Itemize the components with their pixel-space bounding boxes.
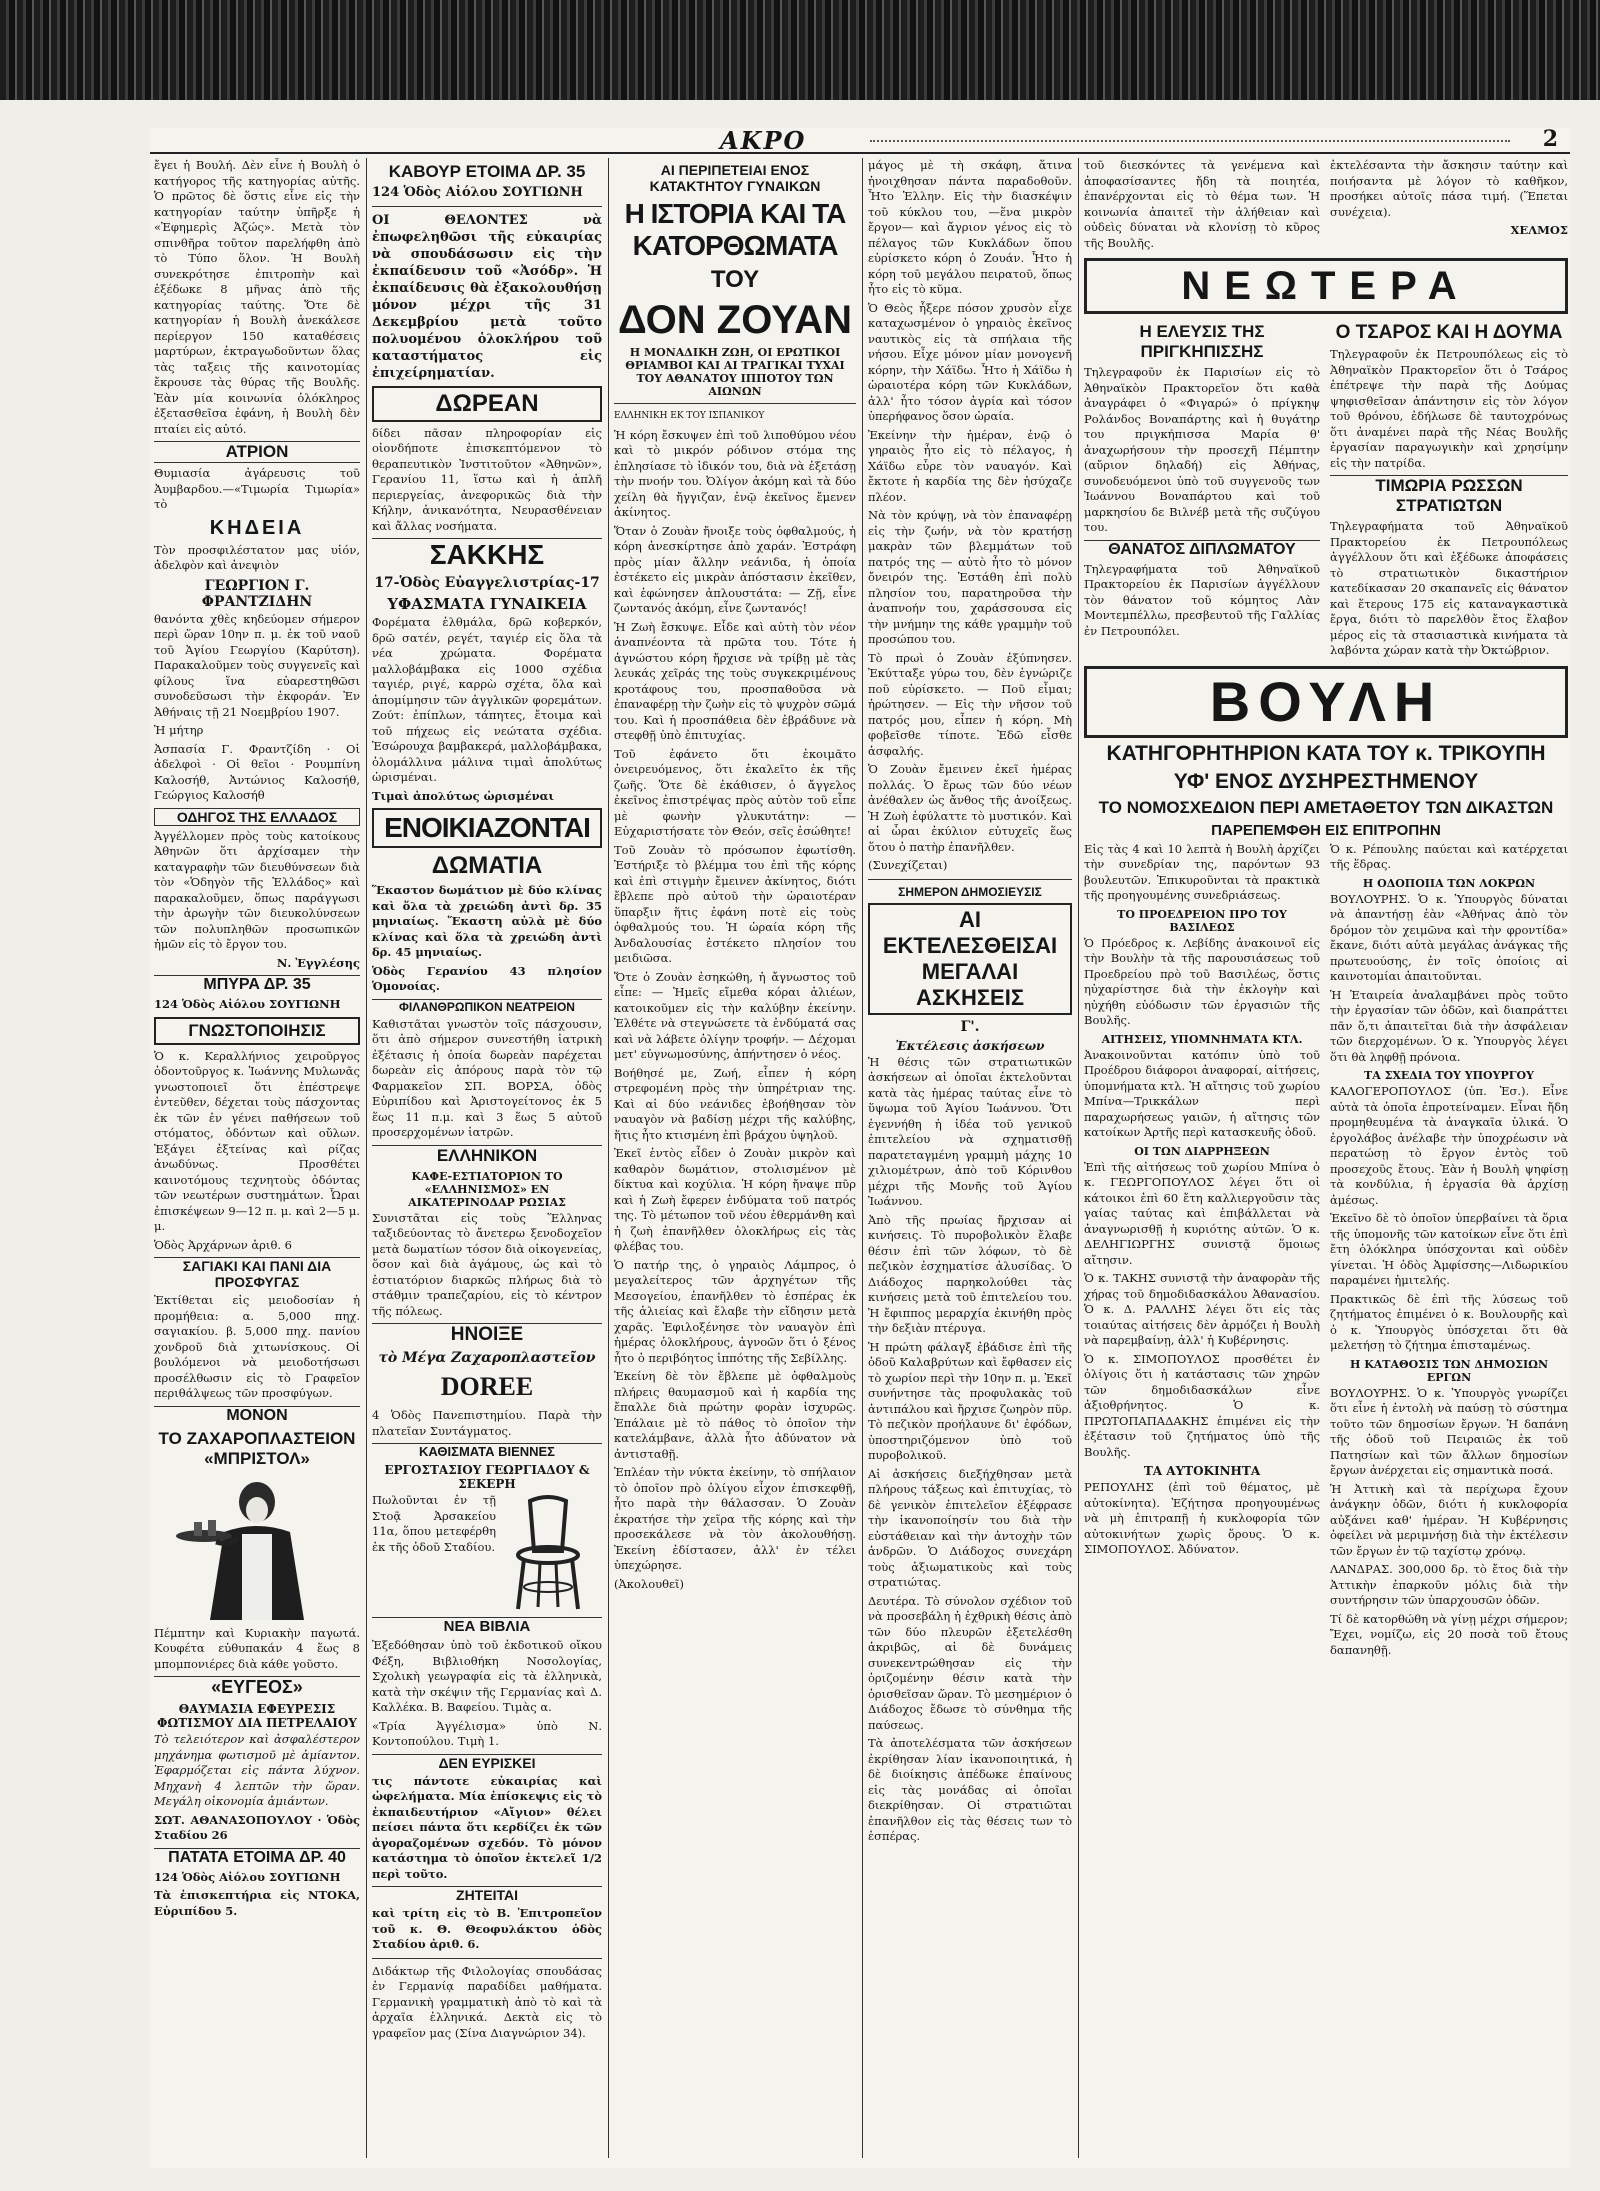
den-text: τις πάντοτε εὐκαιρίας καὶ ὠφελήματα. Μία ἐπίσκεψις εἰς τὸ ἐκπαιδευτήριον «Αἴγιον» θέλει πείσει πάντα ὅτι κερδίζει ἐκ τῶν ἀγοραζομένων σχεδόν. Τὸ μόνον κατάστημα τὸ ὁποῖον ἐκτελεῖ 1/2 περὶ τοῦτο. <box>372 1773 602 1881</box>
kideia-mother: Ἡ μήτηρ <box>154 723 204 737</box>
donzouan-continued: (Ἀκολουθεῖ) <box>614 1576 684 1591</box>
kathismata-heading: ΚΑΘΙΣΜΑΤΑ ΒΙΕΝΝΕΣ <box>372 1443 602 1459</box>
vouli-subheading-3: ΤΟ ΝΟΜΟΣΧΕΔΙΟΝ ΠΕΡΙ ΑΜΕΤΑΘΕΤΟΥ ΤΩΝ ΔΙΚΑΣΤΩΝ <box>1098 797 1554 817</box>
askiseis-paragraph: Αἱ ἀσκήσεις διεξήχθησαν μετὰ πλήρους τάξεως καὶ ἐπιτυχίας, τὸ δὲ γενικὸν ἐπιτελεῖον ἐξέφρασε τὴν ἱκανοποίησίν του διὰ τὴν εὐστάθειαν καὶ τὴν ἀντοχὴν τῶν ἀνδρῶν. Ὁ Διάδοχος συνεχάρη τοὺς ἀξιωματικοὺς καὶ τοὺς στρατιώτας. <box>868 1466 1072 1589</box>
story-paragraph: Ὁ Θεὸς ἦξερε πόσον χρυσὸν εἶχε καταχωσμένον ὁ γηραιὸς ἐκεῖνος ναυτικὸς εἰς τὰ σπήλαια τῆς νήσου. Εἶχε μόνον μίαν μονογενῆ κόρην, τὴν Χάϊδω. Ἦτο ἡ Χάϊδω ἡ ὡραιοτέρα κόρη τῶν Κυκλάδων, ἀλλ' ἦτο τόσον ἀγρία καὶ τόσον ὑπερήφανος ὅσον ὡραία. <box>868 300 1072 423</box>
dorean-text: δίδει πᾶσαν πληροφορίαν εἰς οἰονδήποτε ἐπισκεπτόμενον τὸ θεραπευτικὸν Ἰνστιτοῦτον «Ἀθηνῶν», Γερανίου 11, ἵστω καὶ ἡ ἀπλῆ περιεργείας, ἀνεφορικῶς διὰ τὴν Κήλην, ἀνικανότητα, Νευρασθένειαν καὶ ἄλλας νοσήματα. <box>372 425 602 533</box>
ntoka-notice: Τὰ ἐπισκεπτήρια εἰς ΝΤΟΚΑ, Εὐριπίδου 5. <box>154 1888 360 1918</box>
tsaros-heading: Ο ΤΣΑΡΟΣ ΚΑΙ Η ΔΟΥΜΑ <box>1335 322 1563 343</box>
vouli-paragraph: ΛΑΝΔΡΑΣ. 300,000 δρ. τὸ ἔτος διὰ τὴν Ἀττικὴν ἐπαρκοῦν μόλις διὰ τὴν συντήρησιν τῶν ὑπαρχουσῶν ὁδῶν. <box>1330 1562 1568 1607</box>
divider <box>868 879 1072 880</box>
sakkis-heading: ΣΑΚΚΗΣ <box>372 538 602 571</box>
sakkis-address: 17-Ὁδὸς Εὐαγγελιστρίας-17 <box>374 575 600 591</box>
kideia-text: θανόντα χθὲς κηδεύομεν σήμερον περὶ ὥραν 10ην π. μ. ἐκ τοῦ ναοῦ τοῦ Ἁγίου Γεωργίου (Καρύτση). Παρακαλοῦμεν τοὺς συγγενεῖς καὶ φίλους ἵνα εὐαρεστηθῶσι συνοδεῦσωσι τὴν ἐκφοράν. Ἐν Ἀθήναις τῇ 21 Νοεμβρίου 1907. <box>154 611 360 719</box>
sakkis-text: Φορέματα ἐλθμάλα, δρῶ κοβερκόν, δρῶ σατέν, ρεγέτ, ταγιέρ εἰς ὅλα τὰ νέα χρώματα. Φορέματα μαλλοβάμβακα εἰς 1000 σχέδια ταγιέρ, ριγέ, καρρὼ σχέτα, ὅλα καὶ ἀπομίμησιν τῶν ἀγγλικῶν φορεμάτων. Ζούτ: ἐπίπλων, τάπητες, ἔτοιμα καὶ τοῦ πήχεως εἰς νεώτατα σχέδια. Ἐσώρουχα βαμβακερά, μαλλοβάμβακα, ὁλομάλλινα μάλινα τιμαὶ ἀπολύτως ὡρισμέναι. <box>372 615 602 784</box>
column-rule <box>366 158 367 2158</box>
lead-article: ἔγει ἡ Βουλή. Δὲν εἶνε ἡ Βουλὴ ὁ κατήγορος τῆς κατηγορίας αὐτῆς. Ὁ πρῶτος δὲ ὅστις εἶνε εἰς τὴν κατηγορίαν ταύτην ὑπῆρξε ἡ «Ἐφημερὶς Ἀζώς». Μετὰ τὸν σπινθῆρα τοῦτον παρελήφθη ἀπὸ τὸ Τύπο ὅλον. Ἡ Βουλὴ συνεκρότησε ἐπιτροπὴν καὶ ἐξέδωκε 8 μῆνας ἀπὸ τῆς κατηγορίας ταύτης. Ὅτε δὲ κατηγορίαν ἡ Βουλὴ ἀνεκάλεσε περίεργον 150 καταθέσεις μαρτύρων, ἐκτραγωδοῦντων ὅλας τὰς ταξεις τῆς καινοτομίας ἔκρουσε τὰς θύρας τῆς Βουλῆς. Ἐὰν μία κοινωνία ὁλόκληρος ἐξετασθεῖσα ἐφάνη, ἡ Βουλὴ δὲν πταίει εἰς αὐτό. <box>154 158 360 436</box>
page-number: 2 <box>1542 126 1558 152</box>
column-3 <box>614 158 856 2158</box>
zitountai-heading: ΖΗΤΕΙΤΑΙ <box>372 1886 602 1903</box>
doree-heading: DOREE <box>440 1372 534 1401</box>
vouli-paragraph: ΚΑΛΟΓΕΡΟΠΟΥΛΟΣ (ὑπ. Ἐσ.). Εἶνε αὐτὰ τὰ ὁποῖα ἐπροτείναμεν. Εἶναι ἤδη προμηθευμένα τὰ ἀναγκαῖα ὑλικά. Ὁ ἐργολάβος ἀνέλαβε τὴν ὑποχρέωσιν νὰ περατώσῃ τὸ ἔργον ἐντὸς τοῦ προσεχοῦς ἔτους. Ἐὰν ἡ Βουλὴ ψηφίσῃ τὰ κονδύλια, ἡ ἐργασία θὰ ἀρχίσῃ ἀμέσως. <box>1330 1084 1568 1207</box>
column-4 <box>868 158 1072 2158</box>
askiseis-kicker: ΣΗΜΕΡΟΝ ΔΗΜΟΣΙΕΥΣΙΣ <box>898 884 1042 899</box>
kavour-address: 124 Ὁδὸς Αἰόλου ΣΟΥΓΙΩΝΗ <box>372 185 583 200</box>
ellinikon-heading: ΕΛΛΗΝΙΚΟΝ <box>372 1145 602 1166</box>
vouli-paragraph: ΒΟΥΛΟΥΡΗΣ. Ὁ κ. Ὑπουργὸς δύναται νὰ ἀπαντήσῃ ἐὰν «Ἀθήνας ἀπὸ τὸν δρόμον τὸν χειμῶνα καὶ τὴν φροντίδα» ἔκανε, διότι αὐτὰ μεγάλας ἀνάγκας τῆς πρωτευούσης, ἐν τοῖς ὁποίοις αἱ καινοτομίαι ἀπαιτοῦνται. <box>1330 891 1568 983</box>
vouli-paragraph: ΡΕΠΟΥΛΗΣ (ἐπὶ τοῦ θέματος, μὲ αὐτοκίνητα). Ἐζήτησα προηγουμένως νὰ μὴ ἐπιτραπῇ ἡ κυκλοφορία τῶν αὐτοκινήτων χωρὶς ὅρους. Ὁ κ. ΣΙΜΟΠΟΥΛΟΣ. Ἀδύνατον. <box>1084 1480 1320 1556</box>
divider <box>614 403 856 404</box>
masthead-rule <box>870 140 1510 142</box>
donzouan-paragraph: Ὁ πατήρ της, ὁ γηραιὸς Λάμπρος, ὁ μεγαλείτερος τῶν ἀρχηγέτων τῆς Μεσογείου, ἐπανῆλθεν τὸ ἑσπέρας ἐκ τῆς ἁλιείας καὶ ἔλαβε τὴν εἴδησιν μετὰ χαρᾶς. Ἐφιλοξένησε τὸν ναυαγὸν ἐπὶ ἡμέρας ὁλοκλήρους, ἀγνοῶν ὅτι ὁ ξένος ἦτο ὁ περιβόητος ἱππότης τῆς Σεβίλλης. <box>614 1257 856 1365</box>
gnostopoiiseis-heading: ΓΝΩΣΤΟΠΟΙΗΣΙΣ <box>154 1017 360 1045</box>
kavour-heading: ΚΑΒΟΥΡ ΕΤΟΙΜΑ ΔΡ. 35 <box>388 162 586 181</box>
vouli-subheading-1: ΚΑΤΗΓΟΡΗΤΗΡΙΟΝ ΚΑΤΑ ΤΟΥ κ. ΤΡΙΚΟΥΠΗ <box>1106 741 1546 765</box>
askiseis-heading: ΑΙ ΕΚΤΕΛΕΣΘΕΙΣΑΙ ΜΕΓΑΛΑΙ ΑΣΚΗΣΕΙΣ <box>868 903 1072 1015</box>
donzouan-tou: ΤΟΥ <box>710 266 760 293</box>
vouli-paragraph: Ἐκεῖνο δὲ τὸ ὁποῖον ὑπερβαίνει τὰ ὅρια τῆς ὑπομονῆς τῶν κατοίκων εἶνε ὅτι ἐπὶ ἔτη ὁλόκληρα ὑπόσχονται καὶ οὐδὲν γίνεται. Ἡ ὁδὸς Ἀμφίσσης—Λιδωρικίου παραμένει ἡμιτελής. <box>1330 1211 1568 1287</box>
column-1 <box>154 158 360 2158</box>
donzouan-paragraph: Ἐπλέαν τὴν νύκτα ἐκείνην, τὸ σπήλαιον τὸ ὁποῖον πρὸ ὀλίγου εἶχον ἐπισκεφθῇ, ἦτο παρὰ τὴν θάλασσαν. Ὁ Ζουὰν ἐκρατήσε τὴν χεῖρα τῆς κόρης καὶ τὴν προσεκάλεσε νὰ τὸν ἀκολουθήσῃ. Ἐκείνη ἐδίστασεν, ἀλλ' ἐν τέλει ὑπεχώρησε. <box>614 1465 856 1572</box>
vouli-section-heading: ΤΑ ΑΥΤΟΚΙΝΗΤΑ <box>1143 1464 1261 1478</box>
askiseis-paragraph: Δευτέρα. Τὸ σύνολον σχέδιον τοῦ νὰ προσεβάλη ἡ ἐχθρικὴ θέσις ἀπὸ τῶν δύο πλευρῶν ἐξετελέσθη ἀκριβῶς, αἱ δὲ δυνάμεις συνεκεντρώθησαν εἰς τὴν ὁριζομένην θέσιν κατὰ τὴν ὁρισθεῖσαν ὥραν. Τὸ μεσημέριον ὁ Διάδοχος ἔδωσε τὸ σύνθημα τῆς παύσεως. <box>868 1593 1072 1732</box>
sakkis-subheading: ΥΦΑΣΜΑΤΑ ΓΥΝΑΙΚΕΙΑ <box>387 595 587 613</box>
article-signature: ΧΕΛΜΟΣ <box>1510 223 1568 237</box>
vouli-heading: ΒΟΥΛΗ <box>1084 666 1568 738</box>
vouli-subheading-2: ΥΦ' ΕΝΟΣ ΔΥΣΗΡΕΣΤΗΜΕΝΟΥ <box>1173 769 1479 793</box>
donzouan-paragraph: Ὅτε ὁ Ζουὰν ἐσηκώθη, ἡ ἄγνωστος τοῦ εἶπε: — Ἡμεῖς εἴμεθα κόραι ἁλιέων, κατοικοῦμεν εἰς τὴν καλύβην ἐκείνην. Ἐλθέτε νὰ στεγνώσετε τὰ ἐνδύματά σας καὶ νὰ λάβετε ὀλίγην τροφήν. — Δέχομαι μετ' εὐγνωμοσύνης, ἀπήντησεν ὁ νέος. <box>614 969 856 1061</box>
odigos-signature: Ν. Ἐγγλέσης <box>276 955 360 970</box>
askiseis-roman: Γ'. <box>960 1018 980 1035</box>
kathismata-subheading: ΕΡΓΟΣΤΑΣΙΟΥ ΓΕΩΡΓΙΑΔΟΥ & ΣΕΚΕΡΗ <box>384 1463 590 1491</box>
story-paragraph: Ἐκείνην τὴν ἡμέραν, ἐνῷ ὁ γηραιὸς ἦτο εἰς τὸ πέλαγος, ἡ Χάϊδω εὗρε τὸν ναυαγόν. Καὶ ἔκτοτε ἡ καρδία της δὲν ἠσύχαζε πλέον. <box>868 427 1072 504</box>
askiseis-paragraph: Ἀπὸ τῆς πρωίας ἤρχισαν αἱ κινήσεις. Τὸ πυροβολικὸν ἔλαβε θέσιν ἐπὶ τῶν λόφων, τὸ δὲ πεζικὸν ἐσχηματίσε ἀλυσίδας. Ὁ Διάδοχος παρηκολούθει τὰς κινήσεις μετὰ τοῦ ἐπιτελείου του. Ἡ ἔφιππος μεραρχία ἐκινήθη πρὸς τὴν δεξιὰν πτέρυγα. <box>868 1212 1072 1335</box>
thelontes-notice: ΟΙ ΘΕΛΟΝΤΕΣ νὰ ἐπωφεληθῶσι τῆς εὐκαιρίας νὰ σπουδάσωσιν εἰς τὴν ἐκπαίδευσιν τοῦ «Ἀσόδρ». Ἡ ἐκπαίδευσις θὰ ἐξακολουθήσῃ μόνον μέχρι τῆς 31 Δεκεμβρίου μετὰ τοῦτο πολυομένου ὁλοκλήρου τοῦ καταστήματος εἰς ἐπιχείρηματίαν. <box>372 212 602 381</box>
scan-dark-margin <box>0 0 1600 100</box>
vouli-section-heading: ΟΙ ΤΩΝ ΔΙΑΡΡΗΞΕΩΝ <box>1134 1144 1270 1158</box>
kideia-heading: ΚΗΔΕΙΑ <box>209 516 305 539</box>
gnostopoiiseis-address: Ὁδὸς Ἀρχάρνων ἀριθ. 6 <box>154 1237 292 1252</box>
vouli-paragraph: Ὁ κ. ΤΑΚΗΣ συνιστᾷ τὴν ἀναφορὰν τῆς χήρας τοῦ δημοδιδασκάλου Ἀθανασίου. Ὁ κ. Δ. ΡΑΛΛΗΣ λέγει ὅτι εἰς τὰς τοιαύτας αἰτήσεις δὲν ἀρμόζει ἡ Βουλὴ νὰ παρεμβαίνῃ, ἀλλ' ἡ Κυβέρνησις. <box>1084 1271 1320 1347</box>
vouli-paragraph: Ἡ Ἀττικὴ καὶ τὰ περίχωρα ἔχουν ἀνάγκην ὁδῶν, διότι ἡ κυκλοφορία αὐξάνει καθ' ἡμέραν. Ἡ Κυβέρνησις ὀφείλει νὰ μεριμνήσῃ διὰ τὴν ἐκτέλεσιν τῶν ἔργων ἐν τῷ ταχίστῳ χρόνῳ. <box>1330 1481 1568 1558</box>
vouli-section-heading: ΤΟ ΠΡΟΕΔΡΕΙΟΝ ΠΡΟ ΤΟΥ ΒΑΣΙΛΕΩΣ <box>1117 907 1287 934</box>
donzouan-kicker: ΑΙ ΠΕΡΙΠΕΤΕΙΑΙ ΕΝΟΣ ΚΑΤΑΚΤΗΤΟΥ ΓΥΝΑΙΚΩΝ <box>649 162 821 194</box>
vouli-paragraph: Πρακτικῶς δὲ ἐπὶ τῆς λύσεως τοῦ ζητήματος ἐπιμένει ὁ κ. Βουλουρῆς καὶ ὁ κ. Ὑπουργὸς ὑπόσχεται ὅτι θὰ μελετήσῃ τὸ ζήτημα ἐπισταμένως. <box>1330 1291 1568 1352</box>
thanatos-text: Τηλεγραφήματα τοῦ Ἀθηναϊκοῦ Πρακτορείου ἐκ Παρισίων ἀγγέλλουν τὸν θάνατον τοῦ κόμητος Λὰν Μοντεμπέλλω, πρεσβευτοῦ τῆς Γαλλίας ἐν Πετρουπόλει. <box>1084 561 1320 638</box>
ellinikon-subheading: ΚΑΦΕ-ΕΣΤΙΑΤΟΡΙΟΝ ΤΟ «ΕΛΛΗΝΙΣΜΟΣ» ΕΝ ΑΙΚΑΤΕΡΙΝΟΔΑΡ ΡΩΣΙΑΣ <box>408 1169 566 1209</box>
biblia-heading: ΝΕΑ ΒΙΒΛΙΑ <box>372 1617 602 1635</box>
donzouan-paragraph: Ἐκεῖ ἐντὸς εἶδεν ὁ Ζουὰν μικρὸν καὶ καθαρὸν δωμάτιον, στολισμένον μὲ δίκτυα καὶ κοχύλια. Ἡ κόρη ἤναψε πῦρ καὶ ἡ Ζωὴ ἔφερεν ἐνδύματα τοῦ πατρός της. Τὸ μέτωπον τοῦ νέου ἐθερμάνθη καὶ ἡ ζωὴ ἐπανῆλθεν ὁλοκλήρως εἰς τὰς φλέβας του. <box>614 1146 856 1253</box>
biblia-more: «Τρία Ἀγγέλισμα» ὑπὸ Ν. Κοντοπούλου. Τιμὴ 1. <box>372 1718 602 1748</box>
monon-heading: ΜΟΝΟΝ <box>154 1406 360 1425</box>
vouli-section-heading: ΑΙΤΗΣΕΙΣ, ΥΠΟΜΝΗΜΑΤΑ ΚΤΛ. <box>1101 1032 1303 1046</box>
bristol-heading: ΤΟ ΖΑΧΑΡΟΠΛΑΣΤΕΙΟΝ «ΜΠΡΙΣΤΟΛ» <box>158 1428 356 1468</box>
askiseis-paragraph: Τὰ ἀποτελέσματα τῶν ἀσκήσεων ἐκρίθησαν λίαν ἱκανοποιητικά, ἡ δὲ διοίκησις ἀπέδωκε ἐπαίνους εἰς τὰς μονάδας αἱ ὁποῖαι διεκρίθησαν. Οἱ στρατιῶται ἐπανῆλθον εἰς τὰς θέσεις των τὸ ἑσπέρας. <box>868 1736 1072 1843</box>
bristol-waitress-illustration <box>154 1472 360 1622</box>
eygeos-subheading: ΘΑΥΜΑΣΙΑ ΕΦΕΥΡΕΣΙΣ ΦΩΤΙΣΜΟΥ ΔΙΑ ΠΕΤΡΕΛΑΙΟΥ <box>157 1702 357 1730</box>
vouli-subheading-4: ΠΑΡΕΠΕΜΦΘΗ ΕΙΣ ΕΠΙΤΡΟΠΗΝ <box>1211 821 1441 839</box>
donzouan-paragraph: Τοῦ ἐφάνετο ὅτι ἐκοιμᾶτο ὀνειρευόμενος, ὅτι ἐκαλεῖτο ἐκ τῆς ζωῆς. Ὅτε δὲ ἐκάθισεν, ὁ ἄγγελος ἐκεῖνος ἐπιστρέψας πρὸς αὐτὸν τοῦ εἶπε μὲ φωνὴν γλυκυτάτην: — Εὐχαριστήσατε τὸν Θεόν, σεῖς ἐσώθητε! <box>614 746 856 838</box>
donzouan-paragraph: Ὅταν ὁ Ζουὰν ἤνοιξε τοὺς ὀφθαλμούς, ἡ κόρη ἀνεσκίρτησε ἀπὸ χαράν. Ἐστράφη πρὸς μίαν ἄλλην νεάνιδα, ἡ ὁποία ἐστέκετο εἰς μικρὰν ἀπόστασιν ἐκεῖθεν, καὶ ἐφώνησεν ἀπλουστάτα: — Ζῇ, εἶνε ζωντανός ἀκόμη, εἶνε ζωντανός! <box>614 523 856 615</box>
right-section <box>1084 158 1568 2158</box>
odigos-text: Ἀγγέλλομεν πρὸς τοὺς κατοίκους Ἀθηνῶν ὅτι ἀρχίσαμεν τὴν καταγραφὴν τῶν διευθύνσεων διὰ τὸν «Ὁδηγὸν τῆς Ἑλλάδος» καὶ παρακαλοῦμεν, ὅπως παράγγωσι τὴν ἀρωγὴν τῶν διευκολύνσεων τῶν πολυπληθῶν προσωπικῶν ἡμῶν εἰς τὸ ἔργον του. <box>154 828 360 951</box>
continued-article: τοῦ διεσκόντες τὰ γενέμενα καὶ ἀποφασίσαντες ἤδη τὰ ποιητέα, ἐπανέρχονται εἰς τὸ θέμα των. Ἡ κοινωνία ἀπαιτεῖ τὴν ἀλήθειαν καὶ οὐδεὶς δύναται νὰ κλονίσῃ τὸ κῦρος τῆς Βουλῆς. <box>1084 158 1320 250</box>
vouli-paragraph: Τί δὲ κατορθώθη νὰ γίνῃ μέχρι σήμερον; Ἔχει, νομίζω, εἰς 20 ποσὰ τοῦ ἔτους δαπανηθῇ. <box>1330 1611 1568 1657</box>
enoik-heading: ΕΝΟΙΚΙΑΖΟΝΤΑΙ <box>372 808 602 848</box>
askiseis-paragraph: Ἡ θέσις τῶν στρατιωτικῶν ἀσκήσεων αἱ ὁποῖαι ἐκτελοῦνται κατὰ τὰς ἡμέρας ταύτας εἶνε τὸ ὕψωμα τοῦ Ἁγίου Ἰωάννου. Ὅτι ἐγεννήθη ἡ ἰδέα τοῦ γενικοῦ ἐπιτελείου νὰ σχηματισθῇ παρατεταγμένη γραμμὴ μάχης 10 χιλιομέτρων, ἀπὸ τοῦ Κόρινθου μέχρι τῆς Μονῆς τοῦ Ἁγίου Ἰωάννου. <box>868 1054 1072 1208</box>
donzouan-paragraph: Ἐκείνη δὲ τὸν ἔβλεπε μὲ ὀφθαλμοὺς πλήρεις θαυμασμοῦ καὶ ἡ καρδία της ἔπαλλε διὰ πρώτην φορὰν ἰσχυρῶς. Ἐπάλαιε μὲ τὸ πάθος τὸ ὁποῖον τὴν κατελάμβανε, ἀλλὰ ἦτο ἀδύνατον νὰ ἀντισταθῇ. <box>614 1369 856 1461</box>
neotera-heading: ΝΕΩΤΕΡΑ <box>1084 258 1568 314</box>
atrion-heading: ΑΤΡΙΟΝ <box>154 441 360 463</box>
column-rule <box>1078 158 1079 2158</box>
atrion-text: Θυμιασία ἀγάρευσις τοῦ Ἀυμβαρδου.—«Τιμωρία Τιμωρία» τὸ <box>154 466 360 511</box>
column-rule <box>862 158 863 2158</box>
story-paragraph: Τὸ πρωὶ ὁ Ζουὰν ἐξύπνησεν. Ἐκύτταξε γύρω του, δὲν ἐγνώριζε ποῦ εὑρίσκετο. — Ποῦ εἶμαι; ἠρώτησεν. — Εἰς τὴν νῆσον τοῦ πατρός μου, εἶπεν ἡ κόρη. Μὴ φοβεῖσθε τίποτε. Ἐδῶ εἶσθε ἀσφαλής. <box>868 650 1072 758</box>
enoik-subheading: ΔΩΜΑΤΙΑ <box>431 852 543 879</box>
vouli-paragraph: Ἀνακοινοῦνται κατόπιν ὑπὸ τοῦ Προέδρου διάφοροι ἀναφοραί, αἰτήσεις, ὑπομνήματα κτλ. Ἡ αἴτησις τοῦ χωρίου Μπίνα—Τρικκάλων περὶ παραχωρήσεως γαιῶν, ἡ αἴτησις τῶν κατοίκων Ἀρτῆς περὶ κατασκευῆς ὁδοῦ. <box>1084 1047 1320 1139</box>
mpyra-address: 124 Ὁδὸς Αἰόλου ΣΟΥΓΙΩΝΗ <box>154 997 341 1011</box>
odigos-heading: ΟΔΗΓΟΣ ΤΗΣ ΕΛΛΑΔΟΣ <box>154 808 360 826</box>
vouli-section-heading: Η ΚΑΤΑΘΟΣΙΣ ΤΩΝ ΔΗΜΟΣΙΩΝ ΕΡΓΩΝ <box>1349 1357 1549 1384</box>
patata-address: 124 Ὁδὸς Αἰόλου ΣΟΥΓΙΩΝΗ <box>154 1869 341 1884</box>
donzouan-name: ΔΟΝ ΖΟΥΑΝ <box>617 298 853 342</box>
didaktor-notice: Διδάκτωρ τῆς Φιλολογίας σπουδάσας ἐν Γερμανίᾳ παραδίδει μαθήματα. Γερμανικὴ γραμματικὴ ἀπὸ τὸ καὶ τὰ ἀρχαῖα ἑλληνικά. Δεκτὰ εἰς τὸ γραφεῖον μας (Σίνα Διαγνώριον 34). <box>372 1963 602 2040</box>
eygeos-text: Τὸ τελειότερον καὶ ἀσφαλέστερον μηχάνημα φωτισμοῦ μὲ ἀμίαντον. Ἐφαρμόζεται εἰς πάντα λύχνον. Μηχανὴ 4 λεπτῶν τὴν ὥραν. Μεγάλη οἰκονομία ἀμιάντων. <box>154 1732 360 1808</box>
vouli-paragraph: Ὁ κ. ΣΙΜΟΠΟΥΛΟΣ προσθέτει ἐν ὀλίγοις ὅτι ἡ κατάστασις τῶν χηρῶν τῶν δημοδιδασκάλων εἶνε ἀξιοθρήνητος. Ὁ κ. ΠΡΩΤΟΠΑΠΑΔΑΚΗΣ ἐπιμένει εἰς τὴν ἐξέτασιν τοῦ ζητήματος ὑπὸ τῆς Βουλῆς. <box>1084 1351 1320 1459</box>
eleysis-heading: Η ΕΛΕΥΣΙΣ ΤΗΣ ΠΡΙΓΚΗΠΙΣΣΗΣ <box>1139 322 1265 361</box>
donzouan-translation-note: ΕΛΛΗΝΙΚΗ ΕΚ ΤΟΥ ΙΣΠΑΝΙΚΟΥ <box>614 411 765 421</box>
askiseis-subheading: Ἐκτέλεσις ἀσκήσεων <box>895 1038 1045 1053</box>
doree-address: 4 Ὁδὸς Πανεπιστημίου. Παρὰ τὴν πλατεῖαν Συντάγματος. <box>372 1408 602 1438</box>
mpyra-heading: ΜΠΥΡΑ ΔΡ. 35 <box>154 975 360 994</box>
eygeos-signature: ΣΩΤ. ΑΘΑΝΑΣΟΠΟΥΛΟΥ · Ὁδὸς Σταδίου 26 <box>154 1812 360 1842</box>
column-rule <box>608 158 609 2158</box>
biblia-text: Ἐξεδόθησαν ὑπὸ τοῦ ἐκδοτικοῦ οἴκου Φέξη, Βιβλιοθήκη Νοσολογίας, Σχολικὴ γεωγραφία εἰς τὰ ἑλληνικὰ, κατὰ τὴν σκέψιν τῆς Γερμανίας καὶ Δ. Καλλέκα. Β. Βαφείου. Τιμὰς α. <box>372 1638 602 1714</box>
story-paragraph: Ὁ Ζουὰν ἔμεινεν ἐκεῖ ἡμέρας πολλάς. Ὁ ἔρως τῶν δύο νέων ἀνέθαλεν ὡς ἄνθος τῆς ἀνοίξεως. Ἡ Ζωὴ ἐφύλαττε τὸ μυστικόν. Καὶ αἱ ὧραι ἐκύλιον εὐτυχεῖς ἕως ὅτου ὁ πατὴρ ἐπανῆλθεν. <box>868 762 1072 854</box>
donzouan-subtitle: Η ΜΟΝΑΔΙΚΗ ΖΩΗ, ΟΙ ΕΡΩΤΙΚΟΙ ΘΡΙΑΜΒΟΙ ΚΑΙ ΑΙ ΤΡΑΓΙΚΑΙ ΤΥΧΑΙ ΤΟΥ ΑΘΑΝΑΤΟΥ ΙΠΠΟΤΟΥ ΤΩΝ ΑΙΩΝΩΝ <box>625 346 845 398</box>
chair-illustration <box>500 1493 596 1613</box>
thanatos-heading: ΘΑΝΑΤΟΣ ΔΙΠΛΩΜΑΤΟΥ <box>1084 540 1320 559</box>
filanthropikon-text: Καθιστᾶται γνωστὸν τοῖς πάσχουσιν, ὅτι ἀπὸ σήμερον συνεστήθη ἰατρικὴ ἐξέτασις ἡ ὁποία δωρεὰν παρέχεται δωρεὰν εἰς ἀπόρους παρὰ τὸν τῷ Φαρμακεῖον ΣΠ. ΒΟΡΣΑ, ὁδὸς Εὐριπίδου καὶ Ἀριστογείτονος ἐκ 5 ἕως 11 π.μ. καὶ 3 ἕως 5 αὐτοῦ προσερχομένων ἰατρῶν. <box>372 1016 602 1139</box>
askiseis-paragraph: Ἡ πρώτη φάλαγξ ἐβάδισε ἐπὶ τῆς ὁδοῦ Καλαβρύτων καὶ ἔφθασεν εἰς τὸ χωρίον περὶ τὴν 10ην π. μ. Ἐκεῖ συνήντησε τὰς προφυλακὰς τοῦ ἀντιπάλου καὶ ἤρχισε ζωηρὸν πῦρ. Τὸ πεζικὸν προήλαυνε δι' ἐφόδων, ὑποστηριζόμενον ὑπὸ τοῦ πυροβολικοῦ. <box>868 1339 1072 1462</box>
story-paragraph: Νὰ τὸν κρύψῃ, νὰ τὸν ἐπαναφέρῃ εἰς τὴν ζωήν, νὰ τὸν κρατήσῃ μακρὰν τῶν βλεμμάτων τοῦ πατρός της — αὐτὸ ἦτο τὸ μόνον ὄνειρόν της. Ἐστάθη ἐπὶ πολὺ πλησίον του, παρατηροῦσα τὴν ἀναπνοήν του, χαράσσουσα εἰς τὴν μνήμην της κάθε γραμμὴν τοῦ προσώπου του. <box>868 508 1072 646</box>
tsaros-text: Τηλεγραφοῦν ἐκ Πετρουπόλεως εἰς τὸ Ἀθηναϊκὸν Πρακτορεῖον ὅτι ὁ Τσάρος ἐπέτρεψε τὴν παρὰ τῆς Δούμας ψηφισθεῖσαν ἀπάντησιν εἰς τὸν λόγον τοῦ θρόνου, ἐδήλωσε δὲ ταυτοχρόνως ὅτι ἀναμένει παρὰ τῆς Νέας Βουλῆς ἐργασίαν παραγωγικὴν καὶ χρησίμην εἰς τὴν πατρίδα. <box>1330 347 1568 470</box>
kathismata-text: Πωλοῦνται ἐν τῇ Στοᾷ Ἀρσακείου 11α, ὅπου μετεφέρθη ἐκ τῆς ὁδοῦ Σταδίου. <box>372 1493 496 1554</box>
dorean-heading: ΔΩΡΕΑΝ <box>372 386 602 422</box>
den-heading: ΔΕΝ ΕΥΡΙΣΚΕΙ <box>372 1754 602 1771</box>
story-paragraph: μάγος μὲ τὴ σκάφη, ἅτινα ἠνοιχθησαν πάντα παραδοθοῦν. Ἦτο Ἑλλην. Εἰς τὴν διασκέψιν τοῦ κύκλου του, —ἕνα μικρὸν ἔργον— καὶ ἄγριον γένος εἰς τὸ πέλαγος τῶν Κυκλάδων ὅπου εὑρίσκετο κόρη ὁ Ζουάν. Ἦτο ἡ κόρη τοῦ μεγάλου πειρατοῦ, ὅπως ἦτο εἰς τὸ κῦμα. <box>868 158 1072 296</box>
vouli-paragraph: Ὁ Πρόεδρος κ. Λεβίδης ἀνακοινοῖ εἰς τὴν Βουλὴν τὰ τῆς παρουσιάσεως τοῦ Προεδρείου πρὸ τοῦ Βασιλέως, ὅστις ηὐχαρίστησε διὰ τὴν ἐκλογὴν καὶ ηὐχήθη εὐόδωσιν τῶν ἐργασιῶν τῆς Βουλῆς. <box>1084 935 1320 1027</box>
story-continued: (Συνεχίζεται) <box>868 858 948 872</box>
zitountai-text: καὶ τρίτη εἰς τὸ Β. Ἐπιτροπεῖον τοῦ κ. Θ. Θεοφυλάκτου ὁδὸς Σταδίου ἀριθ. 6. <box>372 1906 602 1951</box>
vouli-paragraph: ΒΟΥΛΟΥΡΗΣ. Ὁ κ. Ὑπουργὸς γνωρίζει ὅτι εἶνε ἡ ἐντολὴ νὰ παύσῃ τὸ σύστημα τοῦτο τῶν δημοσίων ἔργων. Ἡ δαπάνη τῆς ὁδοῦ τοῦ Πειραιῶς ἐκ τοῦ Πατησίων καὶ τῶν ἄλλων δημοσίων ἔργων ἀνέρχεται εἰς σημαντικὰ ποσά. <box>1330 1385 1568 1477</box>
vouli-section-heading: ΤΑ ΣΧΕΔΙΑ ΤΟΥ ΥΠΟΥΡΓΟΥ <box>1364 1069 1534 1082</box>
kideia-intro: Τὸν προσφιλέστατον μας υἱόν, ἀδελφὸν καὶ ἀνεψιὸν <box>154 542 360 572</box>
donzouan-title: Η ΙΣΤΟΡΙΑ ΚΑΙ ΤΑ ΚΑΤΟΡΘΩΜΑΤΑ <box>624 198 846 261</box>
vouli-paragraph: Ὁ κ. Ρέπουλης παύεται καὶ κατέρχεται τῆς ἕδρας. <box>1330 841 1568 871</box>
donzouan-paragraph: Βοήθησέ με, Ζωή, εἶπεν ἡ κόρη στρεφομένη πρὸς τὴν ὑπηρέτριαν της. Καὶ αἱ δύο νεάνιδες ἐβοήθησαν τὸν ναυαγὸν νὰ βαδίσῃ μέχρι τῆς καλύβης, ἥτις ἦτο κτισμένη ἐπὶ βράχου ὑψηλοῦ. <box>614 1065 856 1142</box>
masthead <box>150 128 1570 154</box>
newspaper-page <box>150 128 1570 2168</box>
sagiaki-text: Ἐκτίθεται εἰς μειοδοσίαν ἡ προμήθεια: α. 5,000 πηχ. σαγιακίου. β. 5,000 πηχ. πανίου χονδροῦ διὰ χιτωνίσκους. Οἱ βουλόμενοι νὰ μειοδοτήσωσι προσέλθωσιν εἰς τὸ Γραφεῖον περιθάλψεως τῶν προσφύγων. <box>154 1293 360 1400</box>
kideia-family: Ἀσπασία Γ. Φραντζίδη · Οἱ ἀδελφοὶ · Οἱ θεῖοι · Ρουμπίνη Καλοσήθ, Ἀντώνιος Καλοσήθ, Γεώργιος Καλοσήθ <box>154 741 360 802</box>
eygeos-heading: «ΕΥΓΕΟΣ» <box>154 1676 360 1698</box>
timoria-text: Τηλεγραφήματα τοῦ Ἀθηναϊκοῦ Πρακτορείου ἐκ Πετρουπόλεως ἀγγέλλουν ὅτι καὶ ἐξέδωκε ἀποφάσεις τὸ στρατιωτικὸν δικαστήριον κατεδίκασαν 20 σκαπανεῖς εἰς θάνατον καὶ ἕτερους 175 εἰς καταναγκαστικὰ ἔργα, διότι τὸ παρελθὸν ἔτος ἔλαβον μέρος εἰς τὰ στασιαστικὰ κινήματα τὰ λαβόντα χώραν κατὰ τὴν Ὀκτώβριον. <box>1330 519 1568 657</box>
donzouan-paragraph: Ἡ κόρη ἔσκυψεν ἐπὶ τοῦ λιποθύμου νέου καὶ τὸ μικρόν ρόδινον στόμα της ἐπλησίασε τὸ ἰδικόν του, διὰ νὰ ἐξετάσῃ τὴν πνοήν του. Ὀλίγον ἀκόμη καὶ τὰ δύο χείλη θὰ ἤγγιζαν, ἐνῷ ἐκεῖνος ἔμενεν ἀκίνητος. <box>614 427 856 519</box>
donzouan-paragraph: Ἡ Ζωὴ ἔσκυψε. Εἶδε καὶ αὐτὴ τὸν νέον ἀναπνέοντα τὰ πρῶτα του. Τότε ἡ ἀγνώστου κόρη ἤρχισε νὰ τρίβῃ μὲ τὰς λευκάς χεῖράς της τοὺς συγκεκριμένους κροτάφους του, προσπαθοῦσα νὰ ἐπαναφέρῃ τὴν ζωὴν εἰς τὸ ψυχρὸν σῶμά του. Καὶ ἡ προσπάθεια δὲν ἐβράδυνε νὰ στεφθῇ ὑπὸ ἐπιτυχίας. <box>614 619 856 742</box>
column-2 <box>372 158 602 2158</box>
donzouan-paragraph: Τοῦ Ζουὰν τὸ πρόσωπον ἐφωτίσθη. Ἐστήριξε τὸ βλέμμα του ἐπὶ τῆς κόρης καὶ ἐπὶ στιγμὴν ἔμεινεν ἀκίνητος, διότι ἔβλεπε πρὸ αὐτοῦ τὴν ὡραιοτέραν ὕπαρξιν ἥτις ἐφάνη ποτὲ εἰς τοὺς ὀφθαλμούς του. Ἡ ὡραία κόρη τῆς Ἀνδαλουσίας ἐστέκετο πλησίον του μειδιῶσα. <box>614 842 856 965</box>
eleysis-text: Τηλεγραφοῦν ἐκ Παρισίων εἰς τὸ Ἀθηναϊκὸν Πρακτορεῖον ὅτι καθὰ ἀναγράφει ὁ «Φιγαρώ» ὁ πρίγκηψ Ρολάνδος Βοναπάρτης καὶ ἡ θυγάτηρ του πριγκήπισσα Μαρία θ' ἀναχωρήσουν τὴν προσεχῆ Πέμπτην (αὔριον δηλαδή) εἰς Ἀθήνας, συνοδευόμενοι ὑπὸ τοῦ συγγενοῦς των Ἰωάννου Βοναπάρτου καὶ τοῦ μαρκησίου δε Βιλνέβ μετὰ τῆς συζύγου του. <box>1084 365 1320 534</box>
inoixe-subheading: τὸ Μέγα Ζαχαροπλαστεῖον <box>378 1350 596 1366</box>
timoria-heading: ΤΙΜΩΡΙΑ ΡΩΣΣΩΝ ΣΤΡΑΤΙΩΤΩΝ <box>1330 475 1568 516</box>
patata-heading: ΠΑΤΑΤΑ ΕΤΟΙΜΑ ΔΡ. 40 <box>154 1848 360 1867</box>
continued-article-right: ἐκτελέσαντα τὴν ἄσκησιν ταύτην καὶ ποιήσαντα μὲ λόγον τὸ καθῆκον, προσήκει αὐτοῖς πάσα τιμή. (Ἕπεται συνέχεια). <box>1330 158 1568 219</box>
enoik-address: Ὁδὸς Γερανίου 43 πλησίον Ὁμονοίας. <box>372 963 602 993</box>
ellinikon-text: Συνιστᾶται εἰς τοὺς Ἕλληνας ταξιδεύοντας τὸ ἄνετερω ξενοδοχεῖον μετὰ δωματίων τόσον διὰ οἰκογενείας, ὅσον καὶ διὰ ἀγάμους, ὡς καὶ τὸ ἑστιατόριον διαρκῶς πλήρως διὰ τὸ στάθμιν τραπεζαρίου, εἰς τὸ κέντρον τῆς πόλεως. <box>372 1210 602 1318</box>
vouli-section-heading: Η ΟΔΟΠΟΙΙΑ ΤΩΝ ΛΟΚΡΩΝ <box>1362 876 1536 890</box>
enoik-text: Ἕκαστον δωμάτιον μὲ δύο κλίνας καὶ ὅλα τὰ χρειώδη ἀντὶ δρ. 35 μηνιαίως. Ἕκαστη αὐλὰ μὲ δύο κλίνας καὶ ὅλα τὰ χρειώδη ἀντὶ δρ. 45 μηνιαίως. <box>372 883 602 959</box>
bristol-text: Πέμπτην καὶ Κυριακὴν παγωτά. Κουφέτα εὐθυπακάν 4 ἕως 8 μπομπονιέρες διὰ κάθε γοῦστο. <box>154 1625 360 1671</box>
sakkis-prices: Τιμαὶ ἀπολύτως ὡρισμέναι <box>372 788 555 803</box>
sagiaki-heading: ΣΑΓΙΑΚΙ ΚΑΙ ΠΑΝΙ ΔΙΑ ΠΡΟΣΦΥΓΑΣ <box>154 1257 360 1290</box>
vouli-paragraph: Ἐπὶ τῆς αἰτήσεως τοῦ χωρίου Μπίνα ὁ κ. ΓΕΩΡΓΟΠΟΥΛΟΣ λέγει ὅτι οἱ κάτοικοι ἐπὶ 60 ἔτη καλλιεργοῦσιν τὰς γαίας ταύτας καὶ ἐπιβάλλεται νὰ ἀναγνωρισθῇ ἡ κυριότης αὐτῶν. Ὁ κ. ΔΕΛΗΓΙΩΡΓΗΣ συνιστᾷ ὅμοιως αἴτησιν. <box>1084 1159 1320 1267</box>
divider <box>372 206 602 207</box>
inoixe-heading: ΗΝΟΙΞΕ <box>372 1323 602 1346</box>
gnostopoiiseis-text: Ὁ κ. Κεραλλήνιος χειροῦργος ὀδοντοῦργος κ. Ἰωάννης Μυλωνᾶς γνωστοποιεῖ ὅτι ἐπέστρεψε ἐντεῦθεν, δέχεται τοὺς πάσχοντας ἐκ τῶν ἐν γένει παθήσεων τοῦ στόματος, ὀδόντων καὶ οὔλων. Ἐξάγει ἐξτείνας καὶ ρίζας ἀνωδύνως. Προσθέτει καινοτόμους τεχνητοὺς ὀδόντας τῶν νεωτέρων συστημάτων. Ὧραι ἐπισκέψεων 9—12 π. μ. καὶ 2—5 μ. μ. <box>154 1048 360 1233</box>
divider <box>372 1958 602 1959</box>
masthead-title: ΑΚΡΟ <box>720 126 807 155</box>
vouli-paragraph: Ἡ Ἑταιρεία ἀναλαμβάνει πρὸς τοῦτο τὴν ἐργασίαν τῶν ὁδῶν, καὶ διαπράττει πᾶν ὅ,τι ἀπαιτεῖται διὰ τὴν ἀσφάλειαν τῶν διερχομένων. Ὁ κ. Ὑπουργὸς λέγει ὅτι θὰ ληφθῇ πρόνοια. <box>1330 987 1568 1064</box>
filanthropikon-heading: ΦΙΛΑΝΘΡΩΠΙΚΟΝ ΝΕΑΤΡΕΙΟΝ <box>372 999 602 1014</box>
kideia-name: ΓΕΩΡΓΙΟΝ Γ. ΦΡΑΝΤΖΙΔΗΝ <box>201 577 313 610</box>
vouli-paragraph: Εἰς τὰς 4 καὶ 10 λεπτὰ ἡ Βουλὴ ἀρχίζει τὴν συνεδρίαν της, παρόντων 93 βουλευτῶν. Ἐπικυροῦνται τὰ πρακτικὰ τῆς προηγουμένης συνεδριάσεως. <box>1084 841 1320 902</box>
